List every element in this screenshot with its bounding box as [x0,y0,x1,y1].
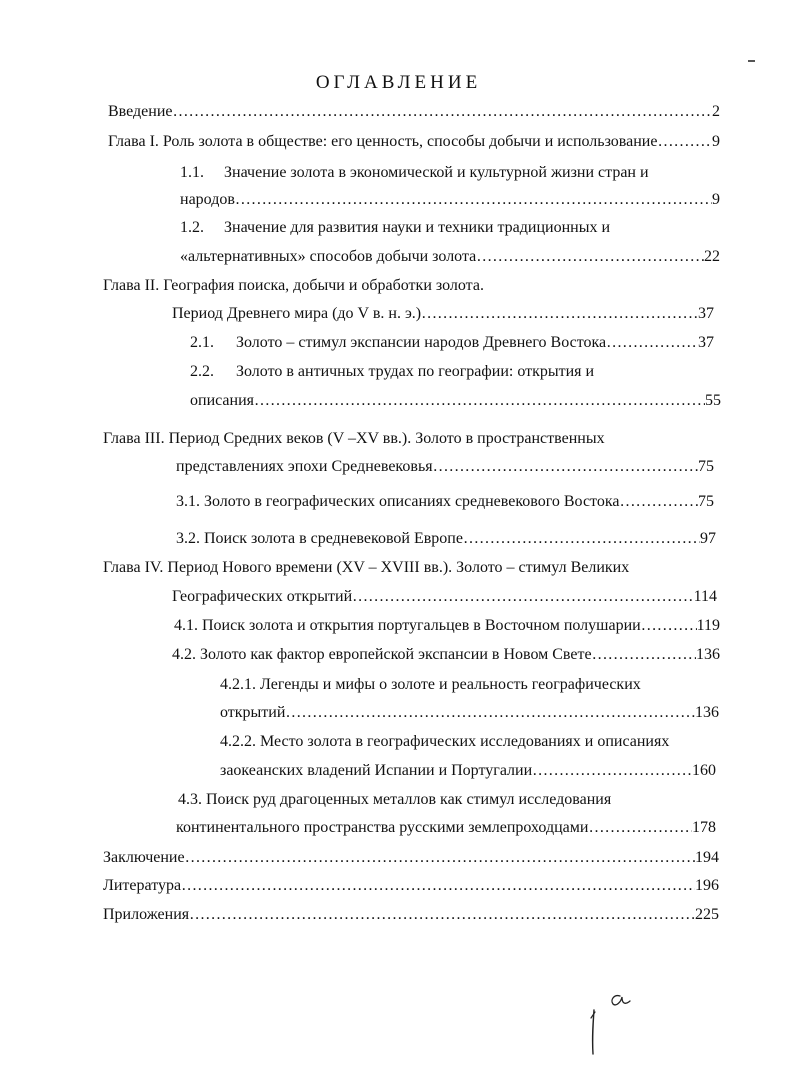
toc-page-number: 114 [693,588,717,605]
section-number: 1.2. [180,219,204,236]
toc-entry-1-1-line2[interactable] [180,188,720,212]
toc-page-number: 97 [700,530,716,547]
toc-leader-dots [421,302,698,326]
toc-page-number: 37 [698,334,714,351]
toc-leader-dots [352,585,693,609]
toc-entry-chapter-2-period[interactable] [172,302,714,326]
toc-entry-text: 4.2.2. Место золота в географических исследованиях и описаниях [220,733,670,750]
toc-entry-4-2-2-line2[interactable] [220,759,716,783]
toc-page-number: 178 [692,819,716,836]
toc-entry-text: Заключение [103,849,185,866]
toc-page-number: 9 [712,133,720,150]
toc-entry-3-1[interactable] [176,490,714,514]
toc-page-number: 136 [695,704,719,721]
toc-page-number: 136 [696,646,720,663]
toc-entry-text: представлениях эпохи Средневековья [176,458,433,475]
toc-entry-literature[interactable] [103,874,719,898]
toc-page-number: 225 [695,906,719,923]
toc-entry-text: Введение [108,103,173,120]
toc-leader-dots [606,331,698,355]
section-number: 1.1. [180,164,204,181]
toc-entry-chapter-3-line2[interactable] [176,455,714,479]
toc-leader-dots [189,903,695,927]
toc-entry-text: заокеанских владений Испании и Португалии [220,762,533,779]
toc-leader-dots [235,188,712,212]
toc-entry-4-2-1-line1[interactable] [220,673,641,697]
toc-entry-text: открытий [220,704,286,721]
toc-entry-1-1-line1[interactable] [180,161,649,185]
toc-leader-dots [433,455,698,479]
toc-entry-text: континентального пространства русскими землепроходцами [176,819,589,836]
toc-entry-intro[interactable] [108,100,720,124]
toc-entry-text: Глава II. География поиска, добычи и обработки золота. [103,277,484,294]
toc-leader-dots [588,816,692,840]
toc-entry-text: 3.1. Золото в географических описаниях средневекового Востока [176,493,620,510]
toc-entry-text: описания [190,392,255,409]
toc-entry-text: Глава III. Период Средних веков (V –XV вв.). Золото в пространственных [103,430,605,447]
toc-leader-dots [285,701,695,725]
toc-leader-dots [641,614,697,638]
toc-entry-text: 3.2. Поиск золота в средневековой Европе [176,530,463,547]
section-number: 2.1. [190,334,214,351]
toc-entry-4-2-1-line2[interactable] [220,701,719,725]
toc-entry-text: Глава I. Роль золота в обществе: его ценность, способы добычи и использование [108,133,658,150]
toc-page-number: 75 [698,458,714,475]
toc-entry-text: Золото – стимул экспансии народов Древнего Востока [236,334,607,351]
handwritten-page-mark [580,988,640,1058]
toc-entry-text: 4.2. Золото как фактор европейской экспансии в Новом Свете [172,646,592,663]
toc-entry-text: 4.3. Поиск руд драгоценных металлов как стимул исследования [178,791,612,808]
toc-entry-2-2-line2[interactable] [190,389,721,413]
toc-leader-dots [254,389,705,413]
toc-entry-2-1[interactable] [190,331,714,355]
toc-page-number: 160 [692,762,716,779]
toc-entry-text: Период Древнего мира (до V в. н. э.) [172,305,422,322]
toc-page-number: 9 [712,191,720,208]
toc-page-number: 55 [705,392,721,409]
toc-entry-4-3-line1[interactable] [178,788,611,812]
toc-entry-chapter-2[interactable] [103,274,484,298]
toc-page-number: 22 [704,248,720,265]
toc-entry-4-2[interactable] [172,643,720,667]
toc-entry-text: Приложения [103,906,190,923]
toc-entry-text: Значение золота в экономической и культурной жизни стран и [224,164,649,181]
toc-entry-4-3-line2[interactable] [176,816,716,840]
toc-entry-chapter-4-line1[interactable] [103,556,629,580]
toc-entry-3-2[interactable] [176,527,716,551]
toc-page-number: 196 [695,877,719,894]
toc-entry-4-2-2-line1[interactable] [220,730,669,754]
toc-leader-dots [619,490,698,514]
toc-entry-text: народов [180,191,235,208]
toc-entry-chapter-4-line2[interactable] [172,585,717,609]
toc-leader-dots [181,874,695,898]
toc-entry-text: 4.1. Поиск золота и открытия португальцев в Восточном полушарии [174,617,641,634]
toc-entry-text: Золото в античных трудах по географии: открытия и [236,363,595,380]
toc-page-number: 75 [698,493,714,510]
toc-entry-chapter-1[interactable] [108,130,720,154]
toc-page-number: 194 [695,849,719,866]
toc-leader-dots [532,759,692,783]
toc-entry-conclusion[interactable] [103,846,719,870]
toc-page-number: 119 [696,617,720,634]
toc-entry-text: 4.2.1. Легенды и мифы о золоте и реальность географических [220,676,641,693]
toc-entry-text: Значение для развития науки и техники традиционных и [224,219,610,236]
toc-entry-1-2-line2[interactable] [180,245,720,269]
toc-leader-dots [657,130,712,154]
toc-entry-2-2-line1[interactable] [190,360,594,384]
toc-entry-appendix[interactable] [103,903,719,927]
toc-entry-text: «альтернативных» способов добычи золота [180,248,477,265]
scan-mark [748,60,755,62]
toc-leader-dots [592,643,696,667]
toc-entry-text: Литература [103,877,182,894]
toc-leader-dots [173,100,713,124]
toc-leader-dots [476,245,704,269]
toc-entry-4-1[interactable] [174,614,720,638]
toc-entry-1-2-line1[interactable] [180,216,610,240]
toc-page-number: 37 [698,305,714,322]
toc-entry-chapter-3-line1[interactable] [103,427,605,451]
toc-entry-text: Географических открытий [172,588,353,605]
toc-page-number: 2 [712,103,720,120]
section-number: 2.2. [190,363,214,380]
page-title: ОГЛАВЛЕНИЕ [315,72,482,93]
toc-entry-text: Глава IV. Период Нового времени (XV – XVIII вв.). Золото – стимул Великих [103,559,630,576]
toc-leader-dots [185,846,695,870]
toc-leader-dots [463,527,700,551]
